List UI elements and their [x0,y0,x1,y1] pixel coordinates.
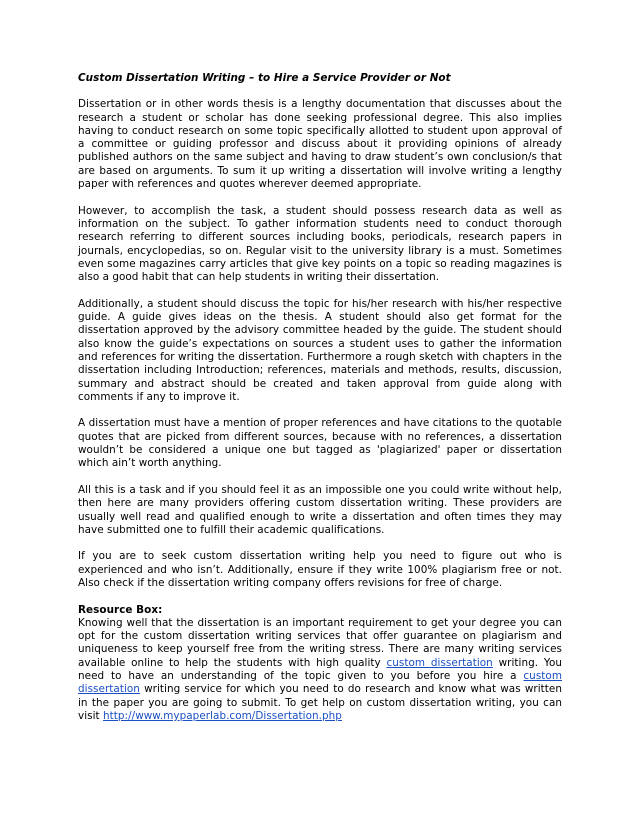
resource-box-text [78,617,562,723]
paragraph-research: However, to accomplish the task, a student should possess research data as well as information on the subject. To gather information students need to conduct thorough research referring to different sources including books, periodicals, research papers in journals, encyclopedias, so on. Regular visit to the university library is a must. Sometimes even some magazines carry articles that give key points on a topic so reading magazines is also a good habit that can help students in writing their dissertation. [78,204,562,284]
resource-text-part-1: Knowing well that the dissertation is an important requirement to get your degree you can opt for the custom dissertation writing services that offer guarantee on plagiarism and uniqueness to keep yourself free from the writing stress. There are many writing services available online to help the students with high quality [78,616,562,669]
document-page [78,72,562,723]
mypaperlab-url-link[interactable]: http://www.mypaperlab.com/Dissertation.php [103,709,342,722]
paragraph-references: A dissertation must have a mention of proper references and have citations to the quotable quotes that are picked from different sources, because with no references, a dissertation wouldn’t be considered a unique one but tagged as 'plagiarized' paper or dissertation which ain’t worth anything. [78,417,562,470]
custom-dissertation-link-2[interactable]: custom dissertation [78,670,562,696]
paragraph-guide: Additionally, a student should discuss the topic for his/her research with his/her respective guide. A guide gives ideas on the thesis. A student should also get format for the dissertation approved by the advisory committee headed by the guide. The student should also know the guide’s expectations on sources a student uses to gather the information and references for writing the dissertation. Furthermore a rough sketch with chapters in the dissertation including Introduction; references, materials and methods, results, discussion, summary and abstract should be created and taken approval from guide along with comments if any to improve it. [78,297,562,403]
paragraph-definition: Dissertation or in other words thesis is a lengthy documentation that discusses about the research a student or scholar has done seeking professional degree. This also implies having to conduct research on some topic specifically allotted to student upon approval of a committee or guiding professor and discuss about it providing opinions of already published authors on the same subject and having to draw student’s own conclusion/s that are based on arguments. To sum it up writing a dissertation will involve writing a lengthy paper with references and quotes wherever deemed appropriate. [78,98,562,191]
paragraph-selection: If you are to seek custom dissertation writing help you need to figure out who is experienced and who isn’t. Additionally, ensure if they write 100% plagiarism free or not. Also check if the dissertation writing company offers revisions for free of charge. [78,550,562,589]
resource-text-part-2: writing. You need to have an understanding of the topic given to you before you hire a [78,656,562,683]
custom-dissertation-link-1[interactable]: custom dissertation [386,656,493,669]
resource-text-part-3: writing service for which you need to do research and know what was written in the paper you are going to submit. To get help on custom dissertation writing, you can visit [78,683,562,722]
paragraph-providers: All this is a task and if you should feel it as an impossible one you could write without help, then here are many providers offering custom dissertation writing. These providers are usually well read and qualified enough to write a dissertation and often times they may have submitted one to fulfill their academic qualifications. [78,483,562,536]
resource-box-heading: Resource Box: [78,603,163,616]
document-title: Custom Dissertation Writing – to Hire a Service Provider or Not [78,72,451,84]
